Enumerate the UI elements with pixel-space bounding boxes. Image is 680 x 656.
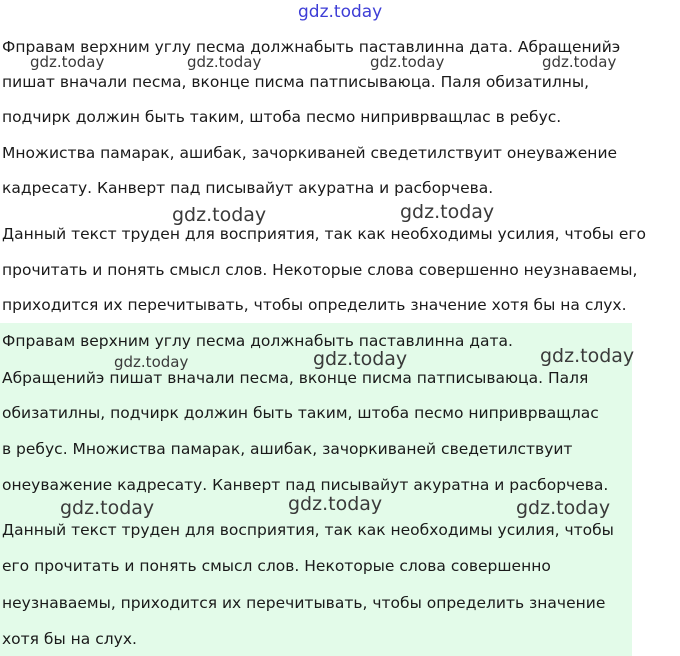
answer-p1-line: обизатилны, подчирк должин быть таким, штоба песмо ниприврващлас (2, 404, 599, 422)
task-p2-line: прочитать и понять смысл слов. Некоторые слова совершенно неузнаваемы, (2, 261, 638, 279)
watermark: gdz.today (516, 497, 611, 519)
answer-p1-line: Абращенийэ пишат вначали песма, вконце писма патписываюца. Паля (2, 369, 589, 387)
header-watermark: gdz.today (298, 2, 383, 22)
watermark: gdz.today (172, 204, 267, 226)
watermark: gdz.today (288, 493, 383, 515)
task-p1-line: подчирк должин быть таким, штоба песмо ниприврващлас в ребус. (2, 108, 562, 126)
watermark: gdz.today (313, 348, 408, 370)
watermark: gdz.today (187, 53, 262, 71)
task-p1-line: пишат вначали песма, вконце писма патписываюца. Паля обизатилны, (2, 73, 590, 91)
answer-p1-line: в ребус. Множиства памарак, ашибак, зачоркиваней сведетилствуит (2, 440, 573, 458)
answer-p2-line: хотя бы на слух. (2, 630, 137, 648)
task-p1-line: кадресату. Канверт пад писывайут акуратна и расборчева. (2, 179, 494, 197)
answer-p1-line: Фправам верхним углу песма должнабыть паставлинна дата. (2, 332, 513, 350)
watermark: gdz.today (540, 345, 635, 367)
watermark: gdz.today (370, 53, 445, 71)
watermark: gdz.today (60, 497, 155, 519)
watermark: gdz.today (400, 201, 495, 223)
watermark: gdz.today (30, 53, 105, 71)
answer-p2-line: неузнаваемы, приходится их перечитывать, чтобы определить значение (2, 594, 606, 612)
answer-p2-line: его прочитать и понять смысл слов. Некоторые слова совершенно (2, 557, 551, 575)
task-p1-line: Фправам верхним углу песма должнабыть паставлинна дата. Абращенийэ (2, 38, 621, 56)
watermark: gdz.today (542, 53, 617, 71)
watermark: gdz.today (114, 353, 189, 371)
task-p1-line: Множиства памарак, ашибак, зачоркиваней сведетилствуит онеуважение (2, 144, 618, 162)
answer-p2-line: Данный текст труден для восприятия, так как необходимы усилия, чтобы (2, 521, 614, 539)
answer-p1-line: онеуважение кадресату. Канверт пад писывайут акуратна и расборчева. (2, 476, 609, 494)
task-p2-line: Данный текст труден для восприятия, так как необходимы усилия, чтобы его (2, 225, 647, 243)
task-p2-line: приходится их перечитывать, чтобы определить значение хотя бы на слух. (2, 296, 627, 314)
